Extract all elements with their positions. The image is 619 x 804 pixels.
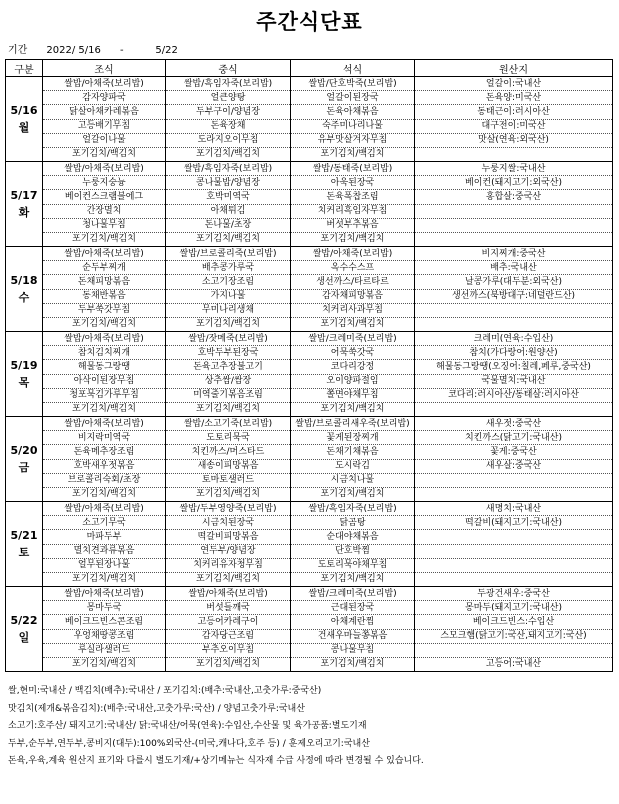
day-weekday: 토 bbox=[18, 546, 30, 559]
lunch-dish: 가지나물 bbox=[166, 290, 290, 304]
origin-item: 해물동그랑땡(오징어:칠레,페루,중국산) bbox=[415, 360, 612, 374]
breakfast-dish: 돈육메추장조림 bbox=[43, 445, 165, 459]
breakfast-dish: 닭살아채카레볶음 bbox=[43, 105, 165, 119]
origin-note: 두부,순두부,연두부,콩비지(대두):100%외국산-(미국,캐나다,호주 등) / 훈제오리고기:국내산 bbox=[8, 738, 370, 749]
day-row bbox=[6, 162, 613, 247]
menu-body bbox=[6, 77, 613, 672]
origin-item: 동태근이:러시아산 bbox=[415, 105, 612, 119]
day-date: 5/18 bbox=[10, 274, 38, 287]
origin-item: 국물멸치:국내산 bbox=[415, 375, 612, 389]
lunch-list bbox=[166, 587, 290, 671]
origin-item bbox=[415, 219, 612, 233]
breakfast-dish: 베이컨스크램블에그 bbox=[43, 190, 165, 204]
breakfast-dish: 순두부찌개 bbox=[43, 261, 165, 275]
header-dinner: 석식 bbox=[291, 60, 415, 77]
day-row bbox=[6, 332, 613, 417]
origin-list bbox=[415, 332, 612, 416]
origin-item: 스모크햄(닭고기:국산,돼지고기:국산) bbox=[415, 630, 612, 644]
lunch-dish: 포기김치/백김치 bbox=[196, 574, 260, 585]
origin-item: 배추:국내산 bbox=[415, 261, 612, 275]
origin-item bbox=[415, 148, 612, 161]
day-cell bbox=[6, 162, 43, 247]
lunch-dish: 버섯들깨국 bbox=[166, 601, 290, 615]
origin-item: 날콩가루(대두분:외국산) bbox=[415, 275, 612, 289]
lunch-dish: 돈육고추장불고기 bbox=[166, 360, 290, 374]
lunch-list bbox=[166, 77, 290, 161]
origin-note: 쌀,현미:국내산 / 백김치(배추):국내산 / 포기김치:(배추:국내산,고춧가루:중국산) bbox=[8, 686, 322, 696]
day-date: 5/17 bbox=[10, 189, 38, 202]
dinner-dish: 쫄면야채무침 bbox=[291, 389, 414, 403]
dinner-dish: 유부맛살겨자무침 bbox=[291, 134, 414, 148]
dinner-list bbox=[291, 77, 414, 161]
dinner-dish: 쌀밥/흑임자죽(보리밥) bbox=[291, 502, 414, 516]
dinner-dish: 포기김치/백김치 bbox=[320, 234, 385, 245]
period-line bbox=[8, 41, 178, 56]
origin-item bbox=[415, 318, 612, 331]
origin-item: 치킨까스(닭고기:국내산) bbox=[415, 431, 612, 445]
origin-item: 꽃게:중국산 bbox=[415, 445, 612, 459]
dinner-dish: 시금치나물 bbox=[291, 474, 414, 488]
dinner-list bbox=[291, 417, 414, 501]
breakfast-dish: 포기김치/백김치 bbox=[72, 149, 136, 160]
origin-item bbox=[415, 205, 612, 219]
breakfast-dish: 몽마두국 bbox=[43, 601, 165, 615]
day-weekday: 월 bbox=[18, 121, 30, 134]
lunch-dish: 쌀밥/브로콜리죽(보리밥) bbox=[166, 247, 290, 261]
day-row bbox=[6, 77, 613, 162]
dinner-dish: 도시락김 bbox=[291, 460, 414, 474]
breakfast-dish: 청나물무침 bbox=[43, 219, 165, 233]
day-date: 5/21 bbox=[10, 529, 38, 542]
dinner-dish: 코다리강정 bbox=[291, 360, 414, 374]
breakfast-list bbox=[43, 502, 165, 586]
lunch-dish: 쌀밥/아채죽(보리밥) bbox=[166, 587, 290, 601]
origin-note: 돈육,우육,계육 원산지 표기와 다를시 별도기재/+상기메뉴는 식자재 수급 사정에 따라 변경될 수 있습니다. bbox=[8, 756, 424, 766]
breakfast-cell bbox=[43, 417, 166, 502]
dinner-dish: 버섯부추볶음 bbox=[291, 219, 414, 233]
breakfast-dish: 쌀밥/아채죽(보리밥) bbox=[43, 587, 165, 601]
breakfast-cell bbox=[43, 162, 166, 247]
breakfast-dish: 돈채피망볶음 bbox=[43, 275, 165, 289]
period-start: 2022/ 5/16 bbox=[46, 45, 101, 56]
breakfast-dish: 포기김치/백김치 bbox=[72, 404, 136, 415]
period-label: 기간 bbox=[8, 45, 28, 56]
breakfast-dish: 멸치견과류볶음 bbox=[43, 545, 165, 559]
breakfast-dish: 누룽지숭늉 bbox=[43, 176, 165, 190]
day-cell bbox=[6, 502, 43, 587]
breakfast-dish: 브로콜리숙회/초장 bbox=[43, 474, 165, 488]
origin-item: 생선까스(북방대구:네덜란드산) bbox=[415, 290, 612, 304]
breakfast-dish: 마파두부 bbox=[43, 530, 165, 544]
lunch-dish: 연두부/양념장 bbox=[166, 545, 290, 559]
breakfast-list bbox=[43, 417, 165, 501]
dinner-dish: 쌀밥/동태죽(보리밥) bbox=[291, 162, 414, 176]
dinner-dish: 돈육폭찹조림 bbox=[291, 190, 414, 204]
lunch-dish: 두부구이/양념장 bbox=[166, 105, 290, 119]
lunch-cell bbox=[166, 162, 291, 247]
dinner-list bbox=[291, 587, 414, 671]
dinner-dish: 쌀밥/크레미죽(보리밥) bbox=[291, 332, 414, 346]
origin-cell bbox=[415, 77, 613, 162]
lunch-dish: 떡갈비피망볶음 bbox=[166, 530, 290, 544]
lunch-cell bbox=[166, 332, 291, 417]
dinner-cell bbox=[291, 587, 415, 672]
breakfast-dish: 포기김치/백김치 bbox=[72, 489, 136, 500]
header-category: 구분 bbox=[6, 60, 43, 77]
lunch-dish: 쌀밥/잣메죽(보리밥) bbox=[166, 332, 290, 346]
breakfast-dish: 쌀밥/아채죽(보리밥) bbox=[43, 502, 165, 516]
dinner-dish: 어묵쑥갓국 bbox=[291, 346, 414, 360]
origin-item: 돈육양:미국산 bbox=[415, 91, 612, 105]
dinner-dish: 포기김치/백김치 bbox=[320, 489, 385, 500]
breakfast-dish: 소고기무국 bbox=[43, 516, 165, 530]
dinner-dish: 콩나물무침 bbox=[291, 644, 414, 658]
breakfast-dish: 해물동그랑땡 bbox=[43, 360, 165, 374]
origin-cell bbox=[415, 502, 613, 587]
lunch-dish: 새송이피망볶음 bbox=[166, 460, 290, 474]
breakfast-dish: 호박새우젓볶음 bbox=[43, 460, 165, 474]
origin-list bbox=[415, 247, 612, 331]
lunch-dish: 도토리묵국 bbox=[166, 431, 290, 445]
origin-notes bbox=[8, 683, 614, 771]
breakfast-list bbox=[43, 587, 165, 671]
lunch-dish: 호박두부된장국 bbox=[166, 346, 290, 360]
origin-item bbox=[415, 530, 612, 544]
dinner-list bbox=[291, 332, 414, 416]
lunch-dish: 쌀밥/두부영양죽(보리밥) bbox=[166, 502, 290, 516]
origin-item: 떡갈비(돼지고기:국내산) bbox=[415, 516, 612, 530]
day-date: 5/19 bbox=[10, 359, 38, 372]
dinner-dish: 포기김치/백김치 bbox=[320, 574, 385, 585]
breakfast-cell bbox=[43, 587, 166, 672]
day-weekday: 금 bbox=[18, 461, 30, 474]
dinner-dish: 쌀밥/단호박죽(보리밥) bbox=[291, 77, 414, 91]
breakfast-dish: 두부쑥갓무침 bbox=[43, 304, 165, 318]
day-cell bbox=[6, 77, 43, 162]
lunch-dish: 얼큰양탕 bbox=[166, 91, 290, 105]
origin-item bbox=[415, 644, 612, 658]
breakfast-cell bbox=[43, 247, 166, 332]
dinner-dish: 포기김치/백김치 bbox=[320, 319, 385, 330]
origin-item: 대구전이:미국산 bbox=[415, 120, 612, 134]
lunch-dish: 감자당근조림 bbox=[166, 630, 290, 644]
breakfast-dish: 쌀밥/아채죽(보리밥) bbox=[43, 417, 165, 431]
dinner-dish: 포기김치/백김치 bbox=[320, 404, 385, 415]
breakfast-dish: 간장멸치 bbox=[43, 205, 165, 219]
breakfast-dish: 포기김치/백김치 bbox=[72, 319, 136, 330]
lunch-dish: 시금치된장국 bbox=[166, 516, 290, 530]
origin-item: 홍합살:중국산 bbox=[415, 190, 612, 204]
lunch-dish: 치커리유자청무침 bbox=[166, 559, 290, 573]
lunch-cell bbox=[166, 247, 291, 332]
lunch-list bbox=[166, 502, 290, 586]
origin-list bbox=[415, 77, 612, 161]
origin-item: 코다리:러시아산/동태살:러시아산 bbox=[415, 389, 612, 403]
day-date: 5/22 bbox=[10, 614, 38, 627]
dinner-dish: 도토리묵야채무침 bbox=[291, 559, 414, 573]
origin-item: 베이크드빈스:수입산 bbox=[415, 615, 612, 629]
dinner-dish: 얼갈이된장국 bbox=[291, 91, 414, 105]
day-weekday: 목 bbox=[18, 376, 30, 389]
page-title: 주간식단표 bbox=[256, 10, 363, 34]
origin-list bbox=[415, 502, 612, 586]
dinner-cell bbox=[291, 332, 415, 417]
origin-item: 몽마두(돼지고기:국내산) bbox=[415, 601, 612, 615]
dinner-dish: 근대된장국 bbox=[291, 601, 414, 615]
dinner-dish: 꽃게된장찌개 bbox=[291, 431, 414, 445]
origin-item: 새명치:국내산 bbox=[415, 502, 612, 516]
day-row bbox=[6, 502, 613, 587]
period-dash: - bbox=[119, 45, 124, 56]
lunch-dish: 포기김치/백김치 bbox=[196, 319, 260, 330]
breakfast-dish: 쌀밥/아채죽(보리밥) bbox=[43, 332, 165, 346]
breakfast-dish: 얼갈이나물 bbox=[43, 134, 165, 148]
origin-item bbox=[415, 545, 612, 559]
lunch-dish: 돈나물/초장 bbox=[166, 219, 290, 233]
breakfast-dish: 감자양파국 bbox=[43, 91, 165, 105]
weekly-menu-table bbox=[5, 59, 613, 672]
breakfast-list bbox=[43, 247, 165, 331]
dinner-dish: 치커리사과무침 bbox=[291, 304, 414, 318]
breakfast-dish: 동채반볶음 bbox=[43, 290, 165, 304]
dinner-cell bbox=[291, 77, 415, 162]
breakfast-dish: 포기김치/백김치 bbox=[72, 574, 136, 585]
dinner-dish: 건새우마늘쫑볶음 bbox=[291, 630, 414, 644]
origin-item: 참치(가다랑어:원양산) bbox=[415, 346, 612, 360]
dinner-dish: 숙주미나리나물 bbox=[291, 120, 414, 134]
day-row bbox=[6, 587, 613, 672]
dinner-dish: 포기김치/백김치 bbox=[320, 149, 385, 160]
day-row bbox=[6, 247, 613, 332]
origin-item bbox=[415, 559, 612, 573]
breakfast-dish: 쌀밥/아채죽(보리밥) bbox=[43, 247, 165, 261]
dinner-cell bbox=[291, 247, 415, 332]
breakfast-dish: 아삭이된장무침 bbox=[43, 375, 165, 389]
breakfast-list bbox=[43, 77, 165, 161]
origin-list bbox=[415, 162, 612, 246]
lunch-dish: 포기김치/백김치 bbox=[196, 659, 260, 670]
breakfast-cell bbox=[43, 332, 166, 417]
dinner-dish: 쌀밥/브로콜리새우죽(보리밥) bbox=[291, 417, 414, 431]
lunch-dish: 호박미역국 bbox=[166, 190, 290, 204]
origin-list bbox=[415, 417, 612, 501]
day-weekday: 일 bbox=[18, 631, 30, 644]
dinner-dish: 순대야채볶음 bbox=[291, 530, 414, 544]
day-weekday: 화 bbox=[18, 206, 30, 219]
origin-item: 고등어:국내산 bbox=[485, 659, 542, 670]
origin-item: 새우젓:중국산 bbox=[415, 417, 612, 431]
lunch-dish: 포기김치/백김치 bbox=[196, 404, 260, 415]
lunch-dish: 부추오이무침 bbox=[166, 644, 290, 658]
dinner-dish: 쌀밥/크레미죽(보리밥) bbox=[291, 587, 414, 601]
day-cell bbox=[6, 587, 43, 672]
day-cell bbox=[6, 417, 43, 502]
dinner-dish: 쌀밥/아채죽(보리밥) bbox=[291, 247, 414, 261]
dinner-dish: 닭곰탕 bbox=[291, 516, 414, 530]
dinner-dish: 감자채피망볶음 bbox=[291, 290, 414, 304]
lunch-cell bbox=[166, 417, 291, 502]
dinner-list bbox=[291, 162, 414, 246]
origin-cell bbox=[415, 332, 613, 417]
dinner-cell bbox=[291, 417, 415, 502]
origin-item: 맛살(연육:외국산) bbox=[415, 134, 612, 148]
lunch-dish: 포기김치/백김치 bbox=[196, 234, 260, 245]
lunch-list bbox=[166, 247, 290, 331]
period-end: 5/22 bbox=[155, 45, 178, 56]
dinner-dish: 아욱된장국 bbox=[291, 176, 414, 190]
origin-cell bbox=[415, 162, 613, 247]
origin-list bbox=[415, 587, 612, 671]
dinner-dish: 치커리흑임자무침 bbox=[291, 205, 414, 219]
dinner-dish: 단호박찜 bbox=[291, 545, 414, 559]
lunch-dish: 고등어카레구이 bbox=[166, 615, 290, 629]
dinner-dish: 생선까스/타르타르 bbox=[291, 275, 414, 289]
lunch-dish: 쌀밥/흑임자죽(보리밥) bbox=[166, 77, 290, 91]
dinner-dish: 포기김치/백김치 bbox=[320, 659, 385, 670]
lunch-list bbox=[166, 417, 290, 501]
breakfast-dish: 쌀밥/아채죽(보리밥) bbox=[43, 77, 165, 91]
lunch-dish: 치킨까스/머스타드 bbox=[166, 445, 290, 459]
dinner-list bbox=[291, 247, 414, 331]
lunch-dish: 아채튀김 bbox=[166, 205, 290, 219]
day-cell bbox=[6, 247, 43, 332]
dinner-cell bbox=[291, 162, 415, 247]
breakfast-dish: 청포묵김가루무침 bbox=[43, 389, 165, 403]
dinner-dish: 돈육아채볶음 bbox=[291, 105, 414, 119]
lunch-dish: 돈육장채 bbox=[166, 120, 290, 134]
breakfast-dish: 베이크드빈스콘조림 bbox=[43, 615, 165, 629]
origin-item bbox=[415, 403, 612, 416]
origin-item bbox=[415, 474, 612, 488]
dinner-list bbox=[291, 502, 414, 586]
lunch-list bbox=[166, 162, 290, 246]
breakfast-dish: 포기김치/백김치 bbox=[72, 234, 136, 245]
header-lunch: 중식 bbox=[166, 60, 291, 77]
day-date: 5/16 bbox=[10, 104, 38, 117]
origin-item bbox=[415, 233, 612, 246]
lunch-dish: 소고기장조림 bbox=[166, 275, 290, 289]
breakfast-list bbox=[43, 162, 165, 246]
lunch-dish: 포기김치/백김치 bbox=[196, 149, 260, 160]
dinner-dish: 오이양파절임 bbox=[291, 375, 414, 389]
breakfast-dish: 얼무된장나물 bbox=[43, 559, 165, 573]
origin-item: 새우살:중국산 bbox=[415, 460, 612, 474]
breakfast-dish: 참치김치찌개 bbox=[43, 346, 165, 360]
lunch-dish: 상추쌈/쌈장 bbox=[166, 375, 290, 389]
lunch-dish: 무미나리생채 bbox=[166, 304, 290, 318]
lunch-dish: 토마토샐러드 bbox=[166, 474, 290, 488]
dinner-cell bbox=[291, 502, 415, 587]
origin-item: 베이컨(돼지고기:외국산) bbox=[415, 176, 612, 190]
breakfast-dish: 쌀밥/아채죽(보리밥) bbox=[43, 162, 165, 176]
lunch-dish: 포기김치/백김치 bbox=[196, 489, 260, 500]
origin-cell bbox=[415, 247, 613, 332]
origin-cell bbox=[415, 417, 613, 502]
day-row bbox=[6, 417, 613, 502]
origin-note: 맛김치(제개&볶음김치):(배추:국내산,고춧가루:국산) / 양념고춧가루:국내산 bbox=[8, 703, 305, 714]
breakfast-cell bbox=[43, 502, 166, 587]
dinner-dish: 아채계란찜 bbox=[291, 615, 414, 629]
lunch-cell bbox=[166, 587, 291, 672]
lunch-cell bbox=[166, 502, 291, 587]
origin-note: 소고기:호주산/ 돼지고기:국내산/ 닭:국내산/어묵(연육):수입산,수산물 및 육가공품:별도기재 bbox=[8, 721, 367, 731]
origin-item: 누룽지쌀:국내산 bbox=[415, 162, 612, 176]
dinner-dish: 돈채기채볶음 bbox=[291, 445, 414, 459]
lunch-dish: 배추콩가루국 bbox=[166, 261, 290, 275]
header-breakfast: 조식 bbox=[43, 60, 166, 77]
header-row bbox=[6, 60, 613, 77]
day-date: 5/20 bbox=[10, 444, 38, 457]
breakfast-dish: 고등배기무침 bbox=[43, 120, 165, 134]
breakfast-cell bbox=[43, 77, 166, 162]
breakfast-dish: 포기김치/백김치 bbox=[72, 659, 136, 670]
lunch-list bbox=[166, 332, 290, 416]
header-origin: 원산지 bbox=[415, 60, 613, 77]
lunch-dish: 미역줄기볶음조림 bbox=[166, 389, 290, 403]
day-weekday: 수 bbox=[18, 291, 30, 304]
origin-item bbox=[415, 488, 612, 501]
lunch-dish: 콩나물밥/양념장 bbox=[166, 176, 290, 190]
dinner-dish: 옥수수스프 bbox=[291, 261, 414, 275]
breakfast-dish: 비지락미역국 bbox=[43, 431, 165, 445]
breakfast-list bbox=[43, 332, 165, 416]
origin-item bbox=[415, 304, 612, 318]
lunch-dish: 쌀밥/흑임자죽(보리밥) bbox=[166, 162, 290, 176]
origin-item bbox=[415, 573, 612, 586]
origin-item: 비지찌개:중국산 bbox=[415, 247, 612, 261]
breakfast-dish: 우엉채땅콩조림 bbox=[43, 630, 165, 644]
origin-item: 얼갈이:국내산 bbox=[415, 77, 612, 91]
origin-item: 두광건새우:중국산 bbox=[415, 587, 612, 601]
lunch-dish: 쌀밥/소고기죽(보리밥) bbox=[166, 417, 290, 431]
origin-cell bbox=[415, 587, 613, 672]
lunch-dish: 도라지오이무침 bbox=[166, 134, 290, 148]
lunch-cell bbox=[166, 77, 291, 162]
origin-item: 크레미(연육:수입산) bbox=[415, 332, 612, 346]
day-cell bbox=[6, 332, 43, 417]
breakfast-dish: 루실라샐러드 bbox=[43, 644, 165, 658]
